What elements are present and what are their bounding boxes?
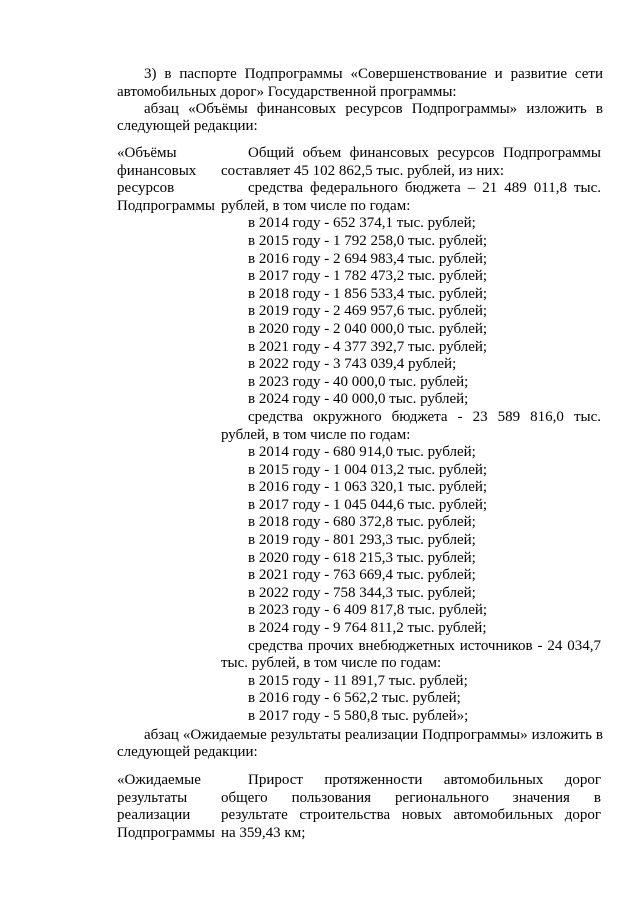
second-intro-line-2: следующей редакции: (117, 744, 258, 760)
federal-year-item: в 2022 году - 3 743 039,4 рублей; (248, 356, 457, 373)
intro-paragraph (117, 66, 603, 135)
federal-year-item: в 2017 году - 1 782 473,2 тыс. рублей; (248, 268, 488, 285)
district-year-item: в 2022 году - 758 344,3 тыс. рублей; (248, 584, 476, 601)
finance-label (117, 145, 227, 215)
other-line-2: тыс. рублей, в том числе по годам: (221, 655, 442, 672)
second-intro-paragraph (117, 727, 603, 761)
district-year-item: в 2020 году - 618 215,3 тыс. рублей; (248, 549, 476, 566)
federal-line-2: рублей, в том числе по годам: (221, 197, 411, 214)
other-line-1: средства прочих внебюджетных источников - 24 034,7 (248, 637, 601, 654)
results-line-1: Прирост протяженности автомобильных дорог (248, 772, 601, 788)
other-year-item: в 2015 году - 11 891,7 тыс. рублей; (248, 672, 468, 689)
results-label-line: реализации (117, 807, 191, 824)
district-line-2: рублей, в том числе по годам: (221, 426, 411, 443)
intro-line-1: 3) в паспорте Подпрограммы «Совершенствование и развитие сети (144, 66, 603, 82)
federal-year-item: в 2019 году - 2 469 957,6 тыс. рублей; (248, 303, 488, 320)
results-content (221, 772, 601, 842)
intro-line-4: следующей редакции: (117, 117, 258, 134)
results-label-line: Подпрограммы (117, 824, 215, 841)
total-line-2: составляет 45 102 862,5 тыс. рублей, из них: (221, 162, 505, 179)
federal-year-item: в 2023 году - 40 000,0 тыс. рублей; (248, 373, 469, 390)
federal-year-item: в 2020 году - 2 040 000,0 тыс. рублей; (248, 320, 488, 337)
district-year-item: в 2021 году - 763 669,4 тыс. рублей; (248, 567, 476, 584)
federal-line-1: средства федерального бюджета – 21 489 011,8 тыс. (248, 180, 601, 197)
results-line-4: на 359,43 км; (221, 824, 306, 841)
district-line-1: средства окружного бюджета - 23 589 816,0 тыс. (248, 408, 601, 425)
district-year-item: в 2019 году - 801 293,3 тыс. рублей; (248, 532, 476, 549)
district-year-item: в 2018 году - 680 372,8 тыс. рублей; (248, 514, 476, 531)
results-label-line: «Ожидаемые (117, 772, 201, 788)
federal-year-item: в 2015 году - 1 792 258,0 тыс. рублей; (248, 232, 488, 249)
district-year-item: в 2024 году - 9 764 811,2 тыс. рублей; (248, 620, 487, 637)
total-line-1: Общий объем финансовых ресурсов Подпрограммы (248, 145, 601, 161)
results-block (117, 772, 603, 852)
results-label (117, 772, 227, 842)
results-line-2: общего пользования регионального значения в (221, 789, 601, 806)
federal-year-item: в 2016 году - 2 694 983,4 тыс. рублей; (248, 250, 488, 267)
finance-label-line: Подпрограммы (117, 197, 215, 214)
other-year-item: в 2016 году - 6 562,2 тыс. рублей; (248, 690, 461, 707)
results-line-3: результате строительства новых автомобильных дорог (221, 807, 601, 824)
district-year-item: в 2017 году - 1 045 044,6 тыс. рублей; (248, 496, 488, 513)
intro-line-2: автомобильных дорог» Государственной программы: (117, 83, 457, 100)
finance-label-line: ресурсов (117, 180, 175, 197)
other-year-item: в 2017 году - 5 580,8 тыс. рублей»; (248, 708, 469, 724)
district-year-item: в 2023 году - 6 409 817,8 тыс. рублей; (248, 602, 488, 619)
results-label-line: результаты (117, 789, 188, 806)
finance-content (221, 145, 601, 726)
federal-year-item: в 2014 году - 652 374,1 тыс. рублей; (248, 215, 476, 232)
finance-label-line: финансовых (117, 162, 197, 179)
second-intro-line-1: абзац «Ожидаемые результаты реализации Подпрограммы» изложить в (144, 727, 603, 743)
federal-year-item: в 2018 году - 1 856 533,4 тыс. рублей; (248, 285, 488, 302)
district-year-item: в 2015 году - 1 004 013,2 тыс. рублей; (248, 461, 488, 478)
finance-label-line: «Объёмы (117, 145, 177, 161)
district-year-item: в 2014 году - 680 914,0 тыс. рублей; (248, 444, 476, 461)
district-year-item: в 2016 году - 1 063 320,1 тыс. рублей; (248, 479, 488, 496)
intro-line-3: абзац «Объёмы финансовых ресурсов Подпрограммы» изложить в (144, 100, 603, 117)
finance-block (117, 145, 603, 724)
federal-year-item: в 2021 году - 4 377 392,7 тыс. рублей; (248, 338, 488, 355)
federal-year-item: в 2024 году - 40 000,0 тыс. рублей; (248, 391, 469, 408)
